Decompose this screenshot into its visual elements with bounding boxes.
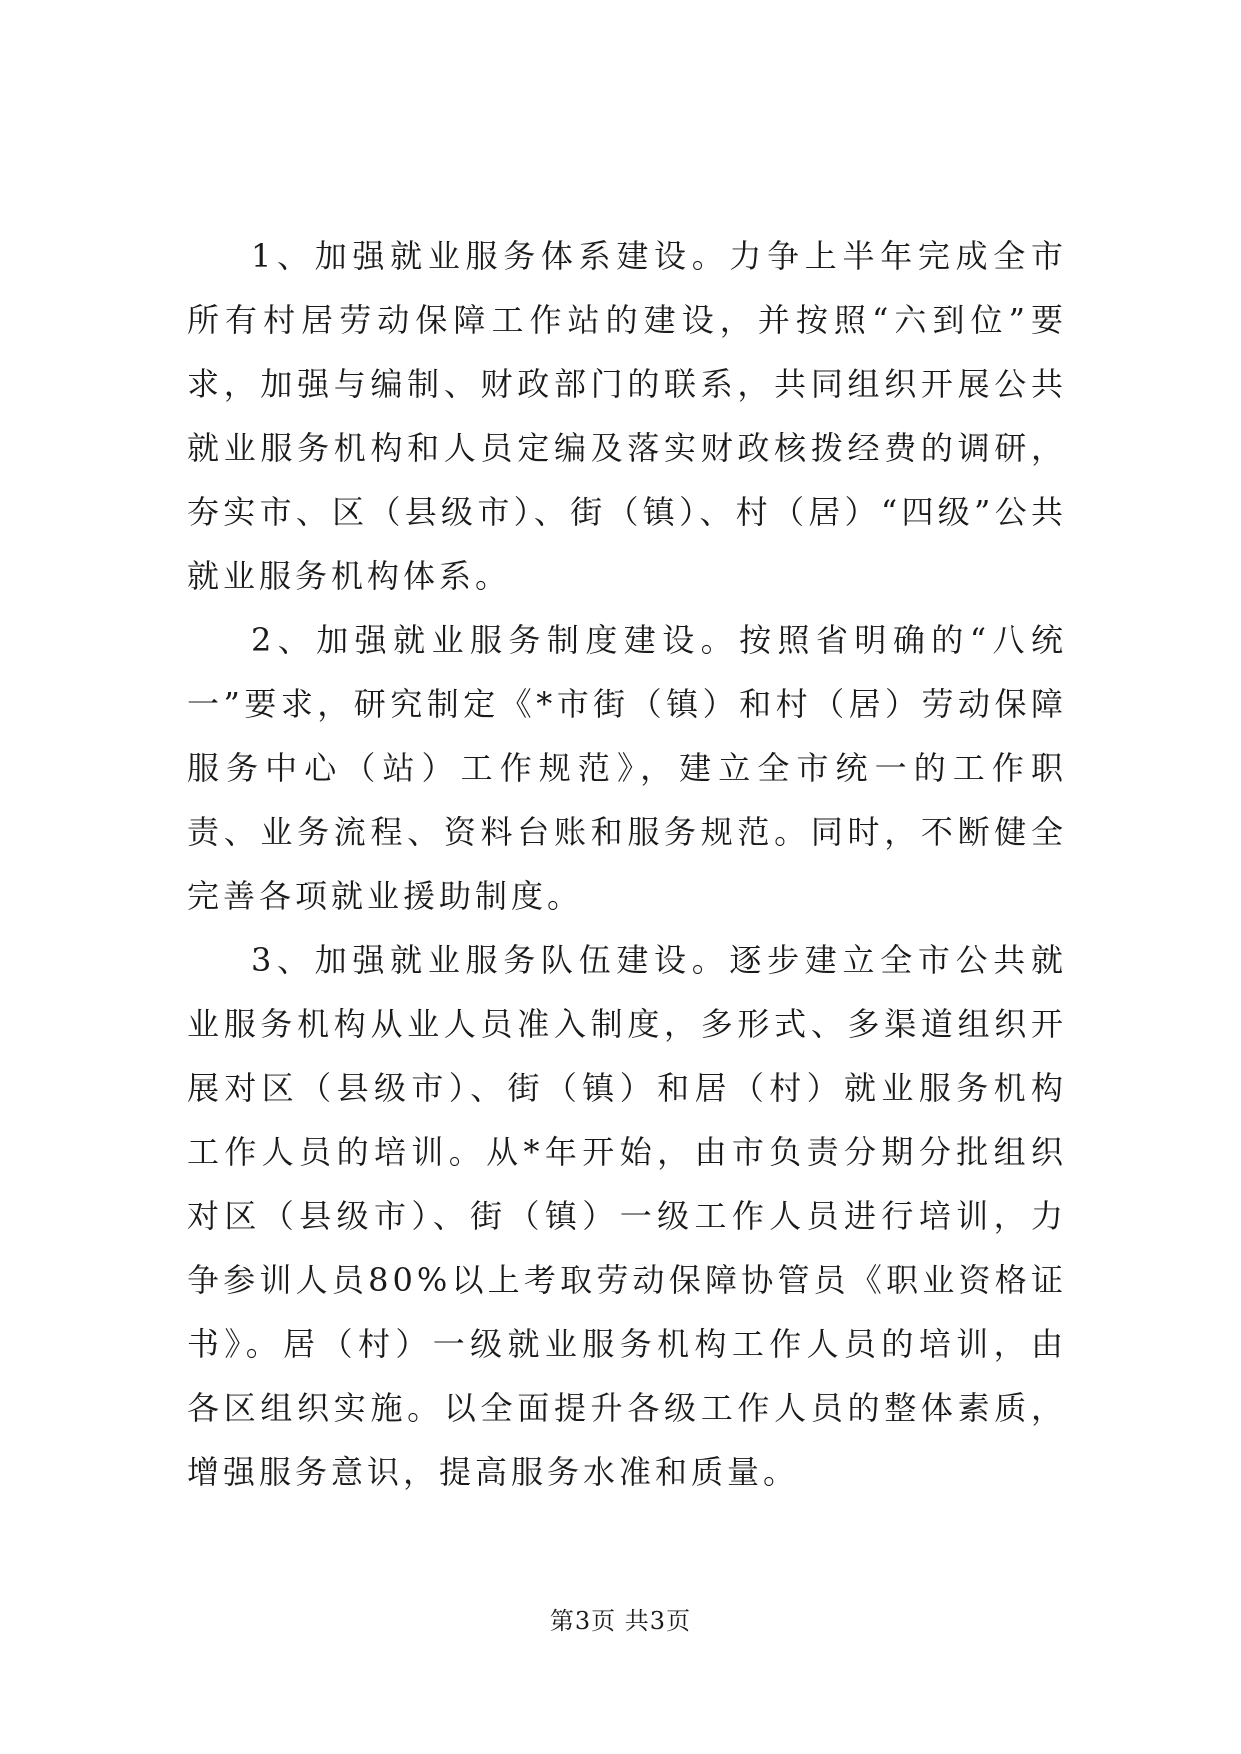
document-body bbox=[187, 224, 1067, 1504]
paragraph-employment-service-system: 1、加强就业服务体系建设。力争上半年完成全市所有村居劳动保障工作站的建设，并按照“六到位”要求，加强与编制、财政部门的联系，共同组织开展公共就业服务机构和人员定编及落实财政核拨经费的调研，夯实市、区（县级市）、街（镇）、村（居）“四级”公共就业服务机构体系。 bbox=[187, 237, 1067, 595]
paragraph-employment-service-staff: 3、加强就业服务队伍建设。逐步建立全市公共就业服务机构从业人员准入制度，多形式、多渠道组织开展对区（县级市）、街（镇）和居（村）就业服务机构工作人员的培训。从*年开始，由市负责分期分批组织对区（县级市）、街（镇）一级工作人员进行培训，力争参训人员80%以上考取劳动保障协管员《职业资格证书》。居（村）一级就业服务机构工作人员的培训，由各区组织实施。以全面提升各级工作人员的整体素质，增强服务意识，提高服务水准和质量。 bbox=[187, 941, 1067, 1491]
paragraph-employment-service-regulation: 2、加强就业服务制度建设。按照省明确的“八统一”要求，研究制定《*市街（镇）和村（居）劳动保障服务中心（站）工作规范》，建立全市统一的工作职责、业务流程、资料台账和服务规范。同时，不断健全完善各项就业援助制度。 bbox=[187, 621, 1067, 915]
page-number-footer: 第3页 共3页 bbox=[549, 1607, 692, 1635]
